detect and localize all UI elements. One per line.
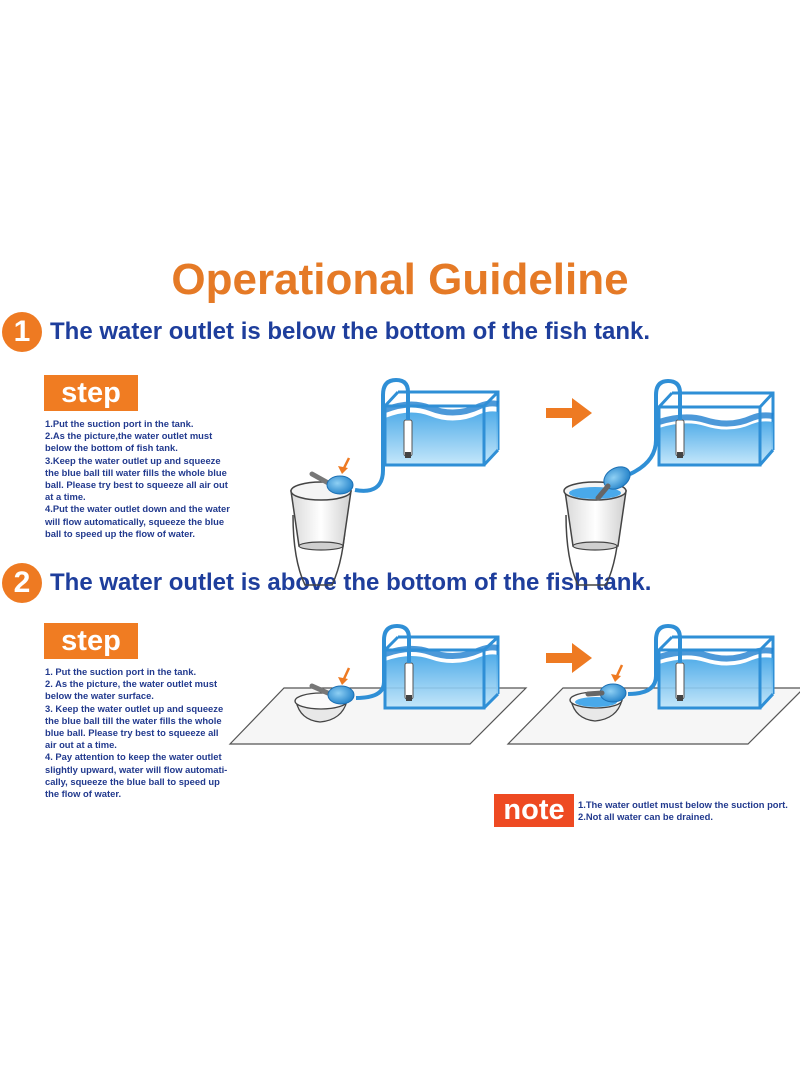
step-line: ball to speed up the flow of water. xyxy=(45,527,196,539)
step-line: ball. Please try best to squeeze all air out xyxy=(45,479,228,491)
step-line: the blue ball till the water fills the whole xyxy=(45,714,222,726)
step-line: will flow automatically, squeeze the blue xyxy=(45,515,225,527)
tank-scene-2b xyxy=(508,626,800,744)
section-1-step-badge: step xyxy=(44,375,138,411)
section-2-step-badge: step xyxy=(44,623,138,659)
step-line: 2.As the picture,the water outlet must xyxy=(45,430,213,442)
step-line: the blue ball till water fills the whole blue xyxy=(45,466,227,478)
section-2-number: 2 xyxy=(2,563,42,603)
step-line: 3. Keep the water outlet up and squeeze xyxy=(45,702,224,714)
step-line: 2. As the picture, the water outlet must xyxy=(45,678,218,690)
step-line: below the water surface. xyxy=(45,690,154,702)
step-line: air out at a time. xyxy=(45,739,117,751)
note-badge: note xyxy=(494,794,574,827)
step-line: slightly upward, water will flow automati- xyxy=(45,763,228,775)
section-1-heading: The water outlet is below the bottom of the fish tank. xyxy=(50,318,651,345)
note-line: 2.Not all water can be drained. xyxy=(578,811,713,823)
step-line: blue ball. Please try best to squeeze all xyxy=(45,727,219,739)
step-line: 1.Put the suction port in the tank. xyxy=(45,418,194,429)
page-title: Operational Guideline xyxy=(171,255,629,304)
section-1-number: 1 xyxy=(2,312,42,352)
step-line: at a time. xyxy=(45,491,86,503)
tank-scene-1a xyxy=(291,380,498,585)
step-line: the flow of water. xyxy=(45,788,122,800)
step-line: 4. Pay attention to keep the water outlet xyxy=(45,751,222,763)
step-line: cally, squeeze the blue ball to speed up xyxy=(45,775,220,787)
step-line: 1. Put the suction port in the tank. xyxy=(45,666,197,677)
tank-scene-1b xyxy=(564,381,773,585)
note-line: 1.The water outlet must below the suction port. xyxy=(578,799,788,810)
step-line: below the bottom of fish tank. xyxy=(45,442,178,454)
step-line: 3.Keep the water outlet up and squeeze xyxy=(45,454,221,466)
tank-scene-2a xyxy=(230,626,526,744)
section-2-heading: The water outlet is above the bottom of the fish tank. xyxy=(50,569,652,596)
right-arrow-icon xyxy=(546,398,592,428)
right-arrow-icon xyxy=(546,643,592,673)
step-line: 4.Put the water outlet down and the water xyxy=(45,503,230,515)
